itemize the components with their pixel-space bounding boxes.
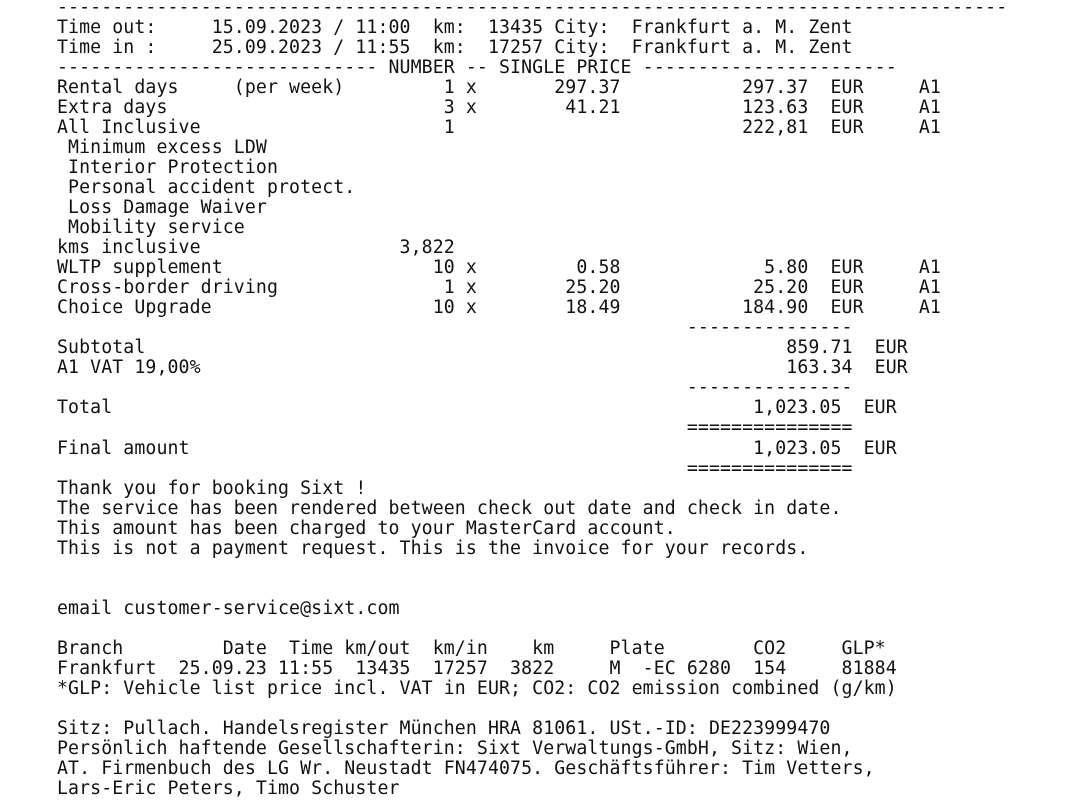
total-rule: --------------- [57, 377, 853, 398]
legal-text: Sitz: Pullach. Handelsregister München HRA 81061. USt.-ID: DE223999470 [57, 718, 831, 739]
separator-line: -------------------------------------------------------------------------------------- [57, 0, 1008, 18]
glp-footnote: *GLP: Vehicle list price incl. VAT in EUR; CO2: CO2 emission combined (g/km) [57, 678, 897, 699]
line-item-wltp: WLTP supplement 10 x 0.58 5.80 EUR A1 [57, 257, 941, 278]
invoice-note: This is not a payment request. This is the invoice for your records. [57, 538, 809, 559]
column-header: ----------------------------- NUMBER -- SINGLE PRICE ----------------------- [57, 57, 897, 78]
vat-row: A1 VAT 19,00% 163.34 EUR [57, 357, 908, 378]
line-item-extra-days: Extra days 3 x 41.21 123.63 EUR A1 [57, 97, 941, 118]
subtotal-row: Subtotal 859.71 EUR [57, 337, 908, 358]
contact-email: email customer-service@sixt.com [57, 598, 400, 619]
line-item-all-inclusive: All Inclusive 1 222,81 EUR A1 [57, 117, 941, 138]
line-item-kms-inclusive: kms inclusive 3,822 [57, 237, 455, 258]
line-item-cross-border: Cross-border driving 1 x 25.20 25.20 EUR A1 [57, 277, 941, 298]
legal-text: AT. Firmenbuch des LG Wr. Neustadt FN474075. Geschäftsführer: Tim Vetters, [57, 758, 875, 779]
total-double-rule: =============== [57, 417, 853, 438]
final-double-rule: =============== [57, 458, 853, 479]
service-note: The service has been rendered between check out date and check in date. [57, 498, 842, 519]
thank-you-text: Thank you for booking Sixt ! [57, 478, 367, 499]
coverage-item: Loss Damage Waiver [57, 197, 267, 218]
legal-text: Persönlich haftende Gesellschafterin: Sixt Verwaltungs-GmbH, Sitz: Wien, [57, 738, 853, 759]
subtotal-rule: --------------- [57, 317, 853, 338]
legal-text: Lars-Eric Peters, Timo Schuster [57, 778, 400, 799]
total-row: Total 1,023.05 EUR [57, 397, 897, 418]
coverage-item: Mobility service [57, 217, 245, 238]
coverage-item: Personal accident protect. [57, 177, 356, 198]
coverage-item: Interior Protection [57, 157, 278, 178]
line-item-choice-upgrade: Choice Upgrade 10 x 18.49 184.90 EUR A1 [57, 297, 941, 318]
time-out-row: Time out: 15.09.2023 / 11:00 km: 13435 City: Frankfurt a. M. Zent [57, 17, 853, 38]
final-amount-row: Final amount 1,023.05 EUR [57, 438, 897, 459]
vehicle-table-row: Frankfurt 25.09.23 11:55 13435 17257 3822 M -EC 6280 154 81884 [57, 658, 897, 679]
charge-note: This amount has been charged to your MasterCard account. [57, 518, 676, 539]
coverage-item: Minimum excess LDW [57, 137, 267, 158]
line-item-rental-days: Rental days (per week) 1 x 297.37 297.37 EUR A1 [57, 77, 941, 98]
time-in-row: Time in : 25.09.2023 / 11:55 km: 17257 City: Frankfurt a. M. Zent [57, 37, 853, 58]
vehicle-table-header: Branch Date Time km/out km/in km Plate CO2 GLP* [57, 638, 886, 659]
